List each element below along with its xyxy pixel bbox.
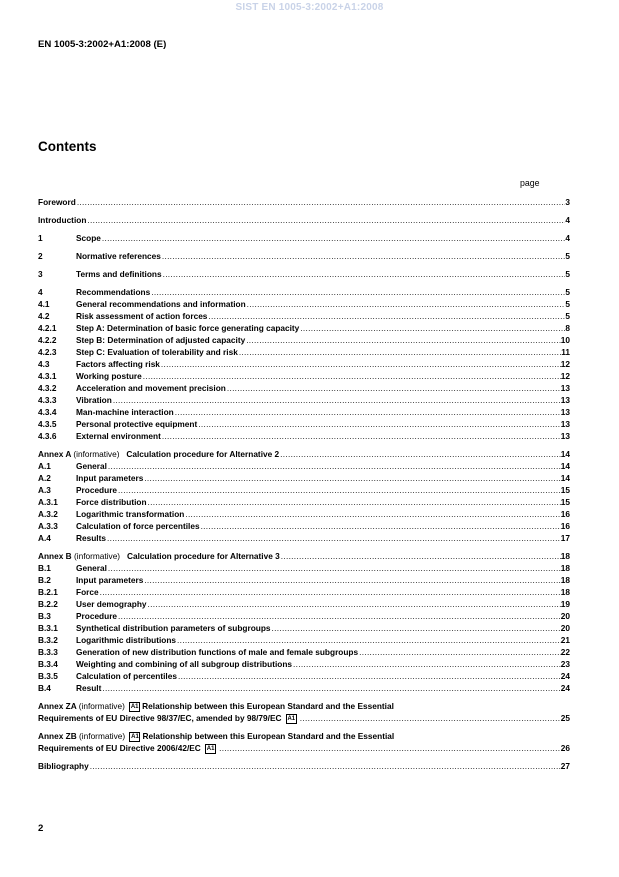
toc-row-4-3-6[interactable]: 4.3.6 External environment ..... 13 <box>38 430 570 442</box>
toc-row-4-3[interactable]: 4.3 Factors affecting risk ..... 12 <box>38 358 570 370</box>
toc-row-4-3-3[interactable]: 4.3.3 Vibration ..... 13 <box>38 394 570 406</box>
toc-row-b-3-4[interactable]: B.3.4 Weighting and combining of all subgroup distributions ..... 23 <box>38 658 570 670</box>
toc-row-4-2[interactable]: 4.2 Risk assessment of action forces ..... 5 <box>38 310 570 322</box>
toc-row-b-2-1[interactable]: B.2.1 Force ..... 18 <box>38 586 570 598</box>
toc-row-bibliography[interactable]: Bibliography ..... 27 <box>38 760 570 772</box>
toc-row-b-3[interactable]: B.3 Procedure ..... 20 <box>38 610 570 622</box>
toc-row-annex-b[interactable]: Annex B (informative) Calculation procedure for Alternative 3 ..... 18 <box>38 550 570 562</box>
toc-row-b-2-2[interactable]: B.2.2 User demography ..... 19 <box>38 598 570 610</box>
toc-row-4-2-3[interactable]: 4.2.3 Step C: Evaluation of tolerability and risk ..... 11 <box>38 346 570 358</box>
amendment-start-icon: A1 <box>131 733 139 740</box>
toc-row-annex-a[interactable]: Annex A (informative) Calculation procedure for Alternative 2 ..... 14 <box>38 448 570 460</box>
amendment-start-icon: A1 <box>130 703 139 710</box>
watermark: SIST EN 1005-3:2002+A1:2008 <box>235 2 384 13</box>
toc-row-annex-za[interactable]: Annex ZA (informative) A1 Relationship between this European Standard and the Essential Requirements of EU Directive 98/37/EC, amended by 98/79/EC A1 ..... 25 <box>38 700 570 724</box>
toc-row-a-3-3[interactable]: A.3.3 Calculation of force percentiles ..... 16 <box>38 520 570 532</box>
toc-row-a-3[interactable]: A.3 Procedure ..... 15 <box>38 484 570 496</box>
toc-row-a-1[interactable]: A.1 General ..... 14 <box>38 460 570 472</box>
toc-row-b-4[interactable]: B.4 Result ..... 24 <box>38 682 570 694</box>
toc-row-b-3-5[interactable]: B.3.5 Calculation of percentiles ..... 24 <box>38 670 570 682</box>
toc-row-a-4[interactable]: A.4 Results ..... 17 <box>38 532 570 544</box>
toc-row-2[interactable]: 2 Normative references ..... 5 <box>38 250 570 262</box>
toc-row-foreword[interactable]: Foreword ..... 3 <box>38 196 570 208</box>
toc-row-4-3-4[interactable]: 4.3.4 Man-machine interaction ..... 13 <box>38 406 570 418</box>
document-header: EN 1005-3:2002+A1:2008 (E) <box>38 39 167 50</box>
toc-row-b-3-3[interactable]: B.3.3 Generation of new distribution functions of male and female subgroups ..... 22 <box>38 646 570 658</box>
toc-row-4-1[interactable]: 4.1 General recommendations and information ..... 5 <box>38 298 570 310</box>
toc-row-1[interactable]: 1 Scope ..... 4 <box>38 232 570 244</box>
toc-row-b-3-2[interactable]: B.3.2 Logarithmic distributions ..... 21 <box>38 634 570 646</box>
page-number: 2 <box>38 823 44 834</box>
toc-row-a-3-2[interactable]: A.3.2 Logarithmic transformation ..... 16 <box>38 508 570 520</box>
amendment-end-icon: A1 <box>206 745 215 752</box>
toc-row-a-2[interactable]: A.2 Input parameters ..... 14 <box>38 472 570 484</box>
toc-row-4-3-2[interactable]: 4.3.2 Acceleration and movement precision ..... 13 <box>38 382 570 394</box>
table-of-contents <box>38 196 570 772</box>
toc-row-3[interactable]: 3 Terms and definitions ..... 5 <box>38 268 570 280</box>
toc-row-4-2-2[interactable]: 4.2.2 Step B: Determination of adjusted capacity ..... 10 <box>38 334 570 346</box>
toc-row-b-2[interactable]: B.2 Input parameters ..... 18 <box>38 574 570 586</box>
amendment-end-icon: A1 <box>287 715 296 722</box>
toc-row-annex-zb[interactable]: Annex ZB (informative) A1 Relationship between this European Standard and the Essential Requirements of EU Directive 2006/42/EC A1 ..... 26 <box>38 730 570 754</box>
toc-row-4[interactable]: 4 Recommendations ..... 5 <box>38 286 570 298</box>
toc-row-introduction[interactable]: Introduction ..... 4 <box>38 214 570 226</box>
toc-row-4-3-5[interactable]: 4.3.5 Personal protective equipment ..... 13 <box>38 418 570 430</box>
toc-row-b-1[interactable]: B.1 General ..... 18 <box>38 562 570 574</box>
page-column-label: page <box>520 178 540 188</box>
toc-row-4-2-1[interactable]: 4.2.1 Step A: Determination of basic force generating capacity ..... 8 <box>38 322 570 334</box>
page-title: Contents <box>38 139 97 154</box>
toc-row-b-3-1[interactable]: B.3.1 Synthetical distribution parameters of subgroups ..... 20 <box>38 622 570 634</box>
toc-row-4-3-1[interactable]: 4.3.1 Working posture ..... 12 <box>38 370 570 382</box>
toc-row-a-3-1[interactable]: A.3.1 Force distribution ..... 15 <box>38 496 570 508</box>
